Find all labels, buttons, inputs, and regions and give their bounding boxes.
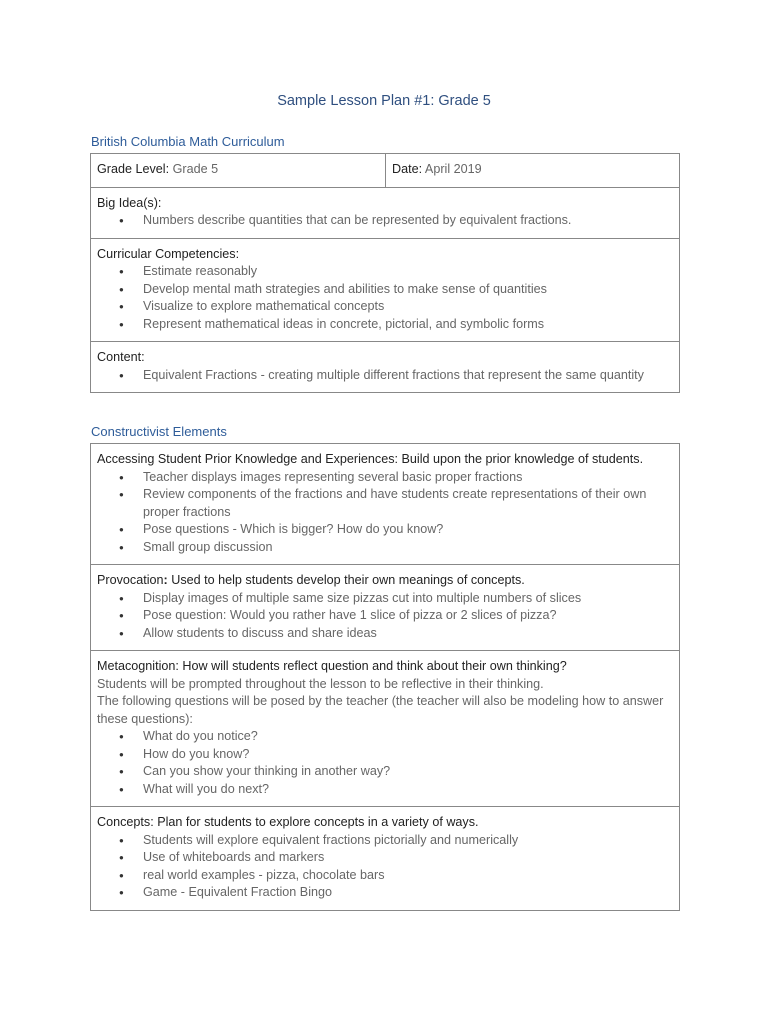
metacognition-line-2: The following questions will be posed by the teacher (the teacher will also be modeling how to answer these questions): [97, 694, 664, 726]
curriculum-heading: British Columbia Math Curriculum [91, 134, 285, 149]
list-item: ● Use of whiteboards and markers [143, 849, 673, 867]
date-label: Date: [392, 162, 423, 176]
list-item: ● Estimate reasonably [143, 263, 673, 281]
big-ideas-list [97, 212, 673, 230]
big-ideas-label: Big Idea(s): [97, 195, 162, 210]
provocation-label-colon: : [163, 573, 168, 587]
concepts-list [97, 832, 673, 902]
content-list [97, 367, 673, 385]
list-item: ● What do you notice? [143, 728, 673, 746]
list-item: ● Pose questions - Which is bigger? How do you know? [143, 521, 673, 539]
grade-level-label: Grade Level: [97, 162, 170, 176]
list-item: ● How do you know? [143, 746, 673, 764]
list-item: ● Equivalent Fractions - creating multiple different fractions that represent the same quantity [143, 367, 673, 385]
provocation-label [97, 572, 673, 590]
concepts-cell [91, 807, 680, 911]
grade-level-value: Grade 5 [172, 162, 219, 176]
list-item: ● Numbers describe quantities that can be represented by equivalent fractions. [143, 212, 673, 230]
constructivist-heading: Constructivist Elements [91, 424, 227, 439]
list-item: ● Game - Equivalent Fraction Bingo [143, 884, 673, 902]
page-title: Sample Lesson Plan #1: Grade 5 [277, 93, 491, 109]
list-item: ● Develop mental math strategies and abilities to make sense of quantities [143, 281, 673, 299]
list-item: ● What will you do next? [143, 781, 673, 799]
grade-date-row [91, 154, 680, 188]
list-item: ● Pose question: Would you rather have 1 slice of pizza or 2 slices of pizza? [143, 607, 673, 625]
list-item: ● Students will explore equivalent fractions pictorially and numerically [143, 832, 673, 850]
constructivist-table [90, 443, 680, 911]
list-item: ● Teacher displays images representing several basic proper fractions [143, 469, 673, 487]
competencies-label: Curricular Competencies: [97, 246, 240, 261]
metacognition-line-1: Students will be prompted throughout the lesson to be reflective in their thinking. [97, 676, 544, 691]
prior-knowledge-row [91, 444, 680, 565]
provocation-label-name: Provocation [97, 573, 164, 587]
list-item: ● Visualize to explore mathematical concepts [143, 298, 673, 316]
concepts-label: Concepts: Plan for students to explore concepts in a variety of ways. [97, 815, 479, 829]
content-cell [91, 342, 680, 393]
competencies-cell [91, 238, 680, 342]
provocation-label-text: Used to help students develop their own meanings of concepts. [167, 573, 525, 587]
list-item: ● Review components of the fractions and have students create representations of their own proper fractions [143, 486, 673, 521]
big-ideas-row [91, 187, 680, 238]
prior-knowledge-list [97, 469, 673, 557]
content-label: Content: [97, 350, 145, 364]
metacognition-list [97, 728, 673, 798]
provocation-list [97, 590, 673, 643]
competencies-list [97, 263, 673, 333]
metacognition-row [91, 651, 680, 807]
prior-knowledge-cell [91, 444, 680, 565]
date-cell [386, 154, 680, 188]
list-item: ● Display images of multiple same size pizzas cut into multiple numbers of slices [143, 590, 673, 608]
list-item: ● Small group discussion [143, 539, 673, 557]
provocation-row [91, 565, 680, 651]
metacognition-label: Metacognition: How will students reflect question and think about their own thinking? [97, 659, 567, 673]
provocation-cell [91, 565, 680, 651]
date-value: April 2019 [424, 162, 482, 176]
list-item: ● Can you show your thinking in another way? [143, 763, 673, 781]
list-item: ● Represent mathematical ideas in concrete, pictorial, and symbolic forms [143, 316, 673, 334]
metacognition-cell [91, 651, 680, 807]
curriculum-table [90, 153, 680, 393]
list-item: ● real world examples - pizza, chocolate bars [143, 867, 673, 885]
grade-level-cell [91, 154, 386, 188]
prior-knowledge-label: Accessing Student Prior Knowledge and Experiences: Build upon the prior knowledge of students. [97, 452, 644, 466]
competencies-row [91, 238, 680, 342]
big-ideas-cell [91, 187, 680, 238]
concepts-row [91, 807, 680, 911]
content-row [91, 342, 680, 393]
list-item: ● Allow students to discuss and share ideas [143, 625, 673, 643]
